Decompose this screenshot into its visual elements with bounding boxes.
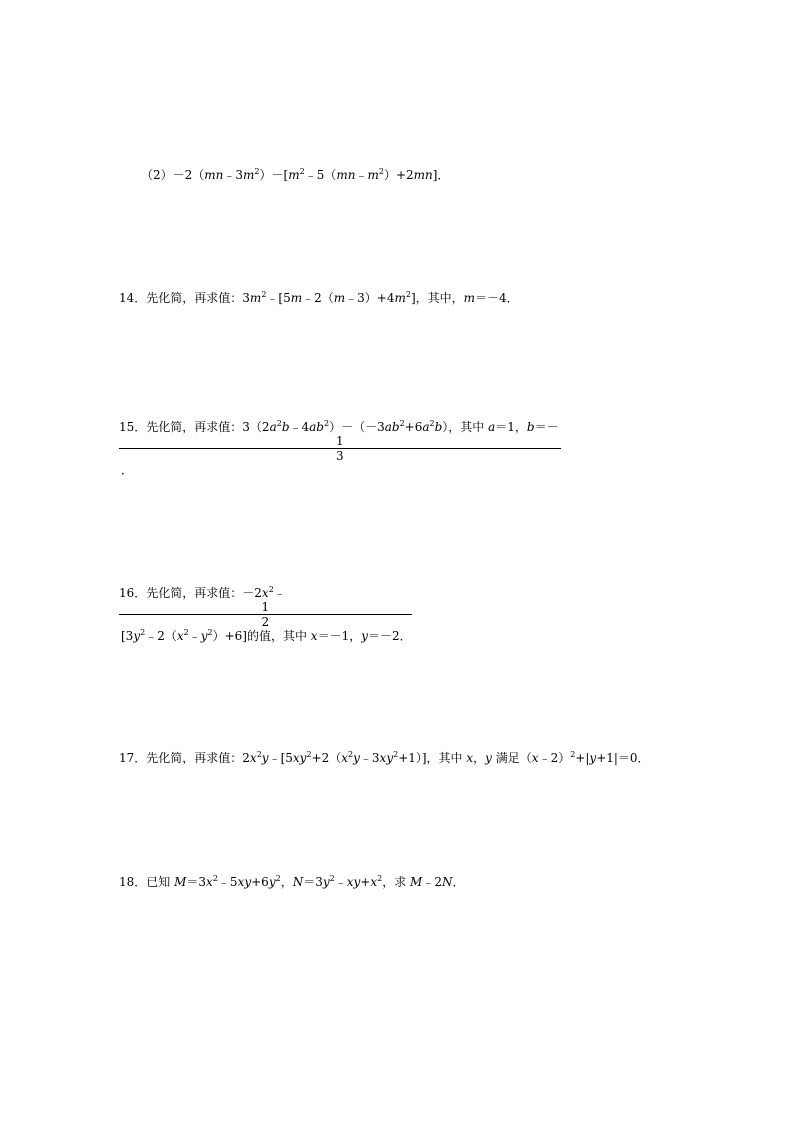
problem-number: 17．: [119, 751, 147, 765]
problem-15: 15．先化简，再求值：$3(2a^2b﹣4ab^2)-(-3ab^2+6a^2b)$，其中 a＝1，b＝－ 1 3 ．: [119, 419, 559, 477]
problem-number: 14．: [119, 291, 147, 305]
problem-14: 14．先化简，再求值：$3m^2﹣[5m﹣2(m﹣3)+4m^2]$，其中，m＝－4．: [119, 290, 519, 305]
problem-number: 18．: [119, 875, 147, 889]
problem-17: 17．先化简，再求值：$2x^2y﹣[5xy^2+2(x^2y﹣3xy^2+1)]$，其中 x，y 满足（x﹣2）$^2$+|y+1|＝0．: [119, 750, 650, 765]
problem-number: （2）: [141, 168, 173, 182]
fraction-one-third: 1 3: [119, 435, 561, 462]
problem-number: 15．: [119, 420, 147, 434]
problem-2: $(2)-2(mn﹣3m^2)-[m^2﹣5(mn﹣m^2)+2mn]$．: [141, 167, 450, 182]
problem-16: 16．先化简，再求值：$-2x^2﹣$ 1 2 $[3y^2﹣2(x^2﹣y^2)+6]$的值，其中 x＝－1，y＝－2．: [119, 585, 412, 643]
problem-number: 16．: [119, 586, 147, 600]
problem-18: 18．已知 $M=3x^2﹣5xy+6y^2$，$N=3y^2﹣xy+x^2$，求 M﹣2N．: [119, 874, 465, 889]
fraction-one-half: 1 2: [119, 601, 412, 628]
